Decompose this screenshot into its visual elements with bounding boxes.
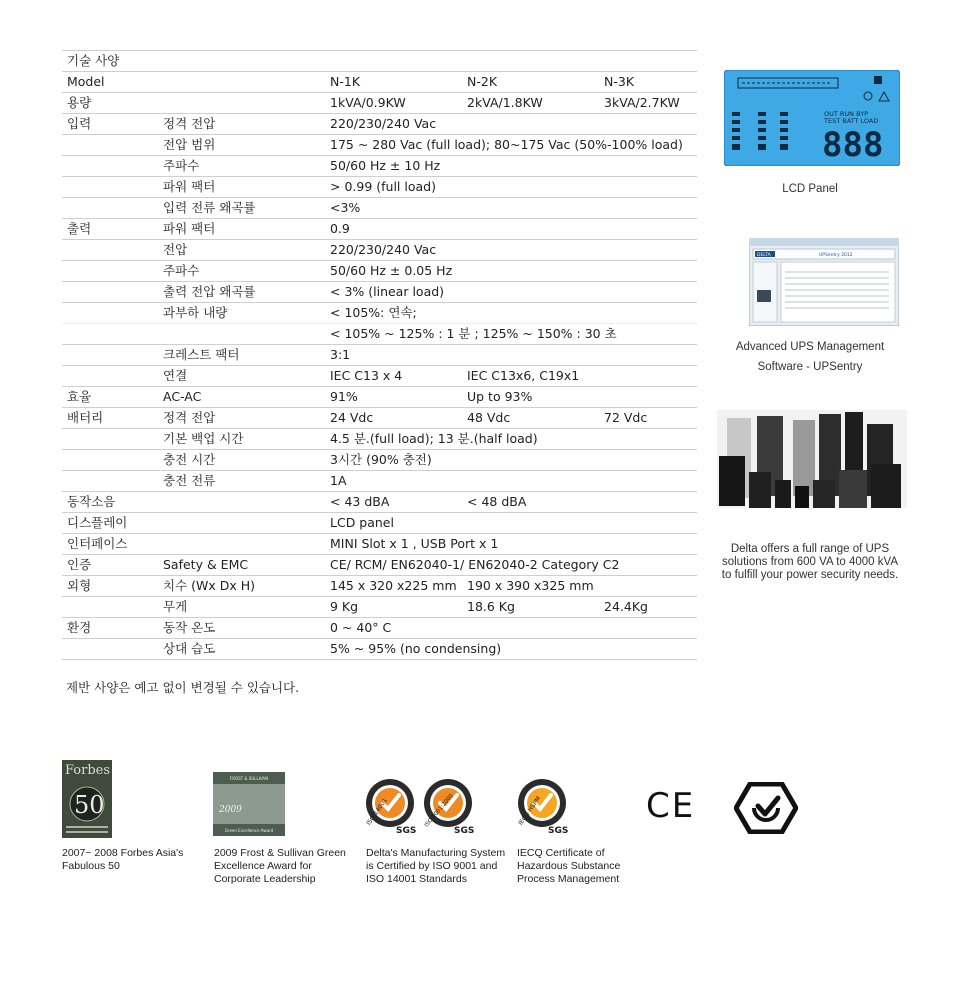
- spec-cell-c1: 연결: [163, 368, 188, 383]
- iso-14001-badge: [362, 775, 424, 835]
- spec-cell-c2: IEC C13 x 4: [330, 368, 403, 383]
- spec-cell-c1: 동작 온도: [163, 620, 216, 635]
- spec-cell-c2: 220/230/240 Vac: [330, 116, 437, 131]
- spec-cell-c2: < 105%: 연속;: [330, 305, 417, 320]
- spec-cell-c4: N-3K: [604, 74, 635, 89]
- spec-cell-c1: 입력 전류 왜곡률: [163, 200, 256, 215]
- spec-cell-c2: 5% ~ 95% (no condensing): [330, 641, 502, 656]
- spec-cell-c2: MINI Slot x 1 , USB Port x 1: [330, 536, 499, 551]
- spec-row: [62, 92, 697, 113]
- spec-row: [62, 176, 697, 197]
- spec-cell-c2: N-1K: [330, 74, 361, 89]
- spec-cell-c3: IEC C13x6, C19x1: [467, 368, 580, 383]
- ups-range-image: [717, 410, 907, 528]
- forbes-caption: 2007~ 2008 Forbes Asia's Fabulous 50: [62, 847, 184, 872]
- spec-cell-c3: 2kVA/1.8KW: [467, 95, 543, 110]
- spec-cell-c2: > 0.99 (full load): [330, 179, 436, 194]
- sgs-text-3: SGS: [548, 826, 569, 835]
- spec-row: [62, 365, 697, 386]
- spec-cell-c0: Model: [67, 74, 105, 89]
- sgs-text-1: SGS: [396, 826, 417, 835]
- spec-cell-c1: 주파수: [163, 263, 200, 278]
- spec-title-row: [62, 50, 697, 71]
- spec-row: [62, 302, 697, 323]
- disclaimer-note: 제반 사양은 예고 없이 변경될 수 있습니다.: [66, 680, 300, 695]
- lcd-caption: LCD Panel: [782, 183, 838, 195]
- spec-cell-c2: 220/230/240 Vac: [330, 242, 437, 257]
- frost-sullivan-caption: 2009 Frost & Sullivan Green Excellence Award for Corporate Leadership: [214, 847, 346, 885]
- spec-cell-c2: CE/ RCM/ EN62040-1/ EN62040-2 Category C2: [330, 557, 620, 572]
- spec-row: [62, 512, 697, 533]
- spec-cell-c2: < 105% ~ 125% : 1 분 ; 125% ~ 150% : 30 초: [330, 326, 617, 341]
- ce-mark-icon: CE: [646, 786, 696, 826]
- spec-cell-c4: 3kVA/2.7KW: [604, 95, 680, 110]
- spec-row: [62, 575, 697, 596]
- spec-cell-c1: 정격 전압: [163, 410, 216, 425]
- spec-cell-c2: 4.5 분.(full load); 13 분.(half load): [330, 431, 538, 446]
- spec-cell-c2: 9 Kg: [330, 599, 359, 614]
- rcm-mark-icon: [734, 782, 798, 834]
- spec-row: [62, 155, 697, 176]
- spec-cell-c1: 상대 습도: [163, 641, 216, 656]
- lcd-status-text: OUT RUN BYP: [824, 110, 869, 118]
- iso-14001-text: ISO 14001: [365, 797, 390, 827]
- spec-cell-c1: AC-AC: [163, 389, 202, 404]
- spec-cell-c2: 24 Vdc: [330, 410, 374, 425]
- spec-cell-c0: 인터페이스: [67, 536, 128, 551]
- spec-cell-c2: 1kVA/0.9KW: [330, 95, 406, 110]
- spec-cell-c1: 출력 전압 왜곡률: [163, 284, 256, 299]
- spec-cell-c0: 동작소음: [67, 494, 116, 509]
- lcd-panel-block: [705, 70, 915, 197]
- spec-row: [62, 197, 697, 218]
- iecq-badge: [514, 775, 576, 835]
- spec-cell-c0: 용량: [67, 95, 92, 110]
- spec-row: [62, 113, 697, 134]
- spec-cell-c1: 충전 전류: [163, 473, 216, 488]
- spec-cell-c0: 배터리: [67, 410, 104, 425]
- spec-cell-c1: Safety & EMC: [163, 557, 249, 572]
- sw-brand: DELTA: [757, 253, 771, 258]
- sw-title: UPSentry 2012: [819, 253, 853, 258]
- fs-top: FROST & SULLIVAN: [229, 776, 269, 781]
- spec-cell-c1: 무게: [163, 599, 188, 614]
- fs-bottom: Green Excellence Award: [224, 828, 274, 833]
- spec-cell-c3: 48 Vdc: [467, 410, 511, 425]
- software-block: [705, 238, 915, 375]
- spec-cell-c3: 18.6 Kg: [467, 599, 515, 614]
- spec-cell-c3: 190 x 390 x325 mm: [467, 578, 594, 593]
- spec-cell-c0: 외형: [67, 578, 92, 593]
- spec-cell-c0: 디스플레이: [67, 515, 128, 530]
- ups-range-block: [705, 410, 915, 582]
- ups-range-caption-3: to fulfill your power security needs.: [721, 569, 899, 581]
- iecq-text: IECQ HSPM: [517, 795, 543, 827]
- spec-cell-c3: < 48 dBA: [467, 494, 527, 509]
- spec-cell-c0: 효율: [67, 389, 92, 404]
- spec-cell-c2: LCD panel: [330, 515, 394, 530]
- iso-9001-text: ISO 9001:2000: [423, 793, 455, 829]
- spec-table: [62, 50, 697, 660]
- forbes-num: 50: [74, 791, 105, 819]
- spec-cell-c1: 과부하 내량: [163, 305, 228, 320]
- spec-row: [62, 218, 697, 239]
- spec-cell-c3: N-2K: [467, 74, 498, 89]
- spec-cell-c1: 치수 (Wx Dx H): [163, 578, 256, 593]
- spec-cell-c4: 24.4Kg: [604, 599, 648, 614]
- spec-cell-c2: 3:1: [330, 347, 351, 362]
- spec-cell-c2: 145 x 320 x225 mm: [330, 578, 457, 593]
- spec-row: [62, 71, 697, 92]
- lcd-digits: 888: [822, 125, 884, 165]
- forbes-logo: [62, 760, 112, 838]
- spec-cell-c2: 175 ~ 280 Vac (full load); 80~175 Vac (50%-100% load): [330, 137, 683, 152]
- spec-cell-c1: 크레스트 팩터: [163, 347, 240, 362]
- sgs-text-2: SGS: [454, 826, 475, 835]
- spec-cell-c1: 충전 시간: [163, 452, 216, 467]
- spec-cell-c0: 환경: [67, 620, 92, 635]
- spec-cell-c2: 0.9: [330, 221, 350, 236]
- spec-row: [62, 491, 697, 512]
- spec-title: 기술 사양: [67, 53, 120, 68]
- spec-cell-c1: 전압 범위: [163, 137, 216, 152]
- spec-cell-c2: 50/60 Hz ± 10 Hz: [330, 158, 441, 173]
- software-caption-2: Software - UPSentry: [757, 361, 863, 373]
- software-screenshot-image: [749, 238, 899, 326]
- spec-row: [62, 260, 697, 281]
- spec-cell-c2: 91%: [330, 389, 358, 404]
- spec-cell-c2: <3%: [330, 200, 361, 215]
- ups-range-caption: [705, 543, 915, 582]
- spec-row: [62, 449, 697, 470]
- iso-caption: Delta's Manufacturing System is Certified by ISO 9001 and ISO 14001 Standards: [366, 847, 506, 885]
- spec-cell-c1: 정격 전압: [163, 116, 216, 131]
- spec-cell-c0: 인증: [67, 557, 92, 572]
- lcd-panel-image: [724, 70, 900, 166]
- spec-cell-c2: < 43 dBA: [330, 494, 390, 509]
- spec-row: [62, 134, 697, 155]
- frost-sullivan-logo: [213, 772, 285, 836]
- spec-cell-c0: 입력: [67, 116, 92, 131]
- fs-year: 2009: [219, 805, 242, 815]
- ups-range-caption-2: solutions from 600 VA to 4000 kVA: [721, 556, 898, 568]
- spec-cell-c1: 전압: [163, 242, 188, 257]
- spec-cell-c2: 1A: [330, 473, 347, 488]
- spec-cell-c1: 파워 팩터: [163, 221, 216, 236]
- spec-cell-c1: 파워 팩터: [163, 179, 216, 194]
- spec-row: [62, 407, 697, 428]
- ups-range-caption-1: Delta offers a full range of UPS: [730, 543, 890, 555]
- iecq-caption: IECQ Certificate of Hazardous Substance Process Management: [517, 847, 621, 885]
- spec-cell-c1: 주파수: [163, 158, 200, 173]
- spec-row: [62, 344, 697, 365]
- spec-cell-c2: 3시간 (90% 충전): [330, 452, 432, 467]
- spec-cell-c2: 50/60 Hz ± 0.05 Hz: [330, 263, 453, 278]
- spec-cell-c4: 72 Vdc: [604, 410, 648, 425]
- software-caption-1: Advanced UPS Management: [735, 341, 885, 353]
- spec-row: [62, 386, 697, 407]
- spec-row: [62, 323, 697, 344]
- spec-row: [62, 281, 697, 302]
- spec-row: [62, 533, 697, 554]
- spec-cell-c3: Up to 93%: [467, 389, 533, 404]
- spec-row: [62, 554, 697, 575]
- spec-cell-c0: 출력: [67, 221, 92, 236]
- spec-row: [62, 617, 697, 638]
- spec-row: [62, 239, 697, 260]
- lcd-status-text-2: TEST BATT LOAD: [824, 117, 879, 125]
- spec-row: [62, 638, 697, 660]
- spec-cell-c2: < 3% (linear load): [330, 284, 445, 299]
- spec-cell-c2: 0 ~ 40° C: [330, 620, 392, 635]
- spec-row: [62, 596, 697, 617]
- spec-row: [62, 428, 697, 449]
- spec-row: [62, 470, 697, 491]
- spec-cell-c1: 기본 백업 시간: [163, 431, 244, 446]
- iso-9001-badge: [420, 775, 482, 835]
- forbes-word: Forbes: [65, 763, 111, 778]
